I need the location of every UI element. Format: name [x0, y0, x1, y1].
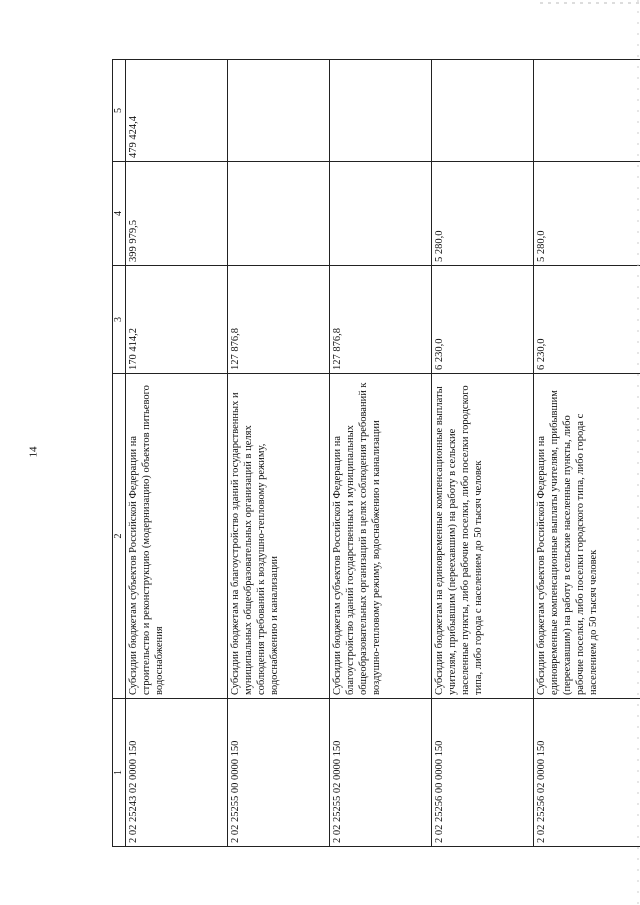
scan-edge-dashes-top: [540, 0, 640, 12]
table-row: [432, 60, 534, 847]
table-body: [126, 60, 640, 847]
page-number: 14: [27, 446, 40, 458]
table-row: [330, 60, 432, 847]
amount-cell-col5: 479 424,4: [126, 60, 228, 162]
column-header-3: 3: [113, 266, 126, 374]
column-header-2: 2: [113, 374, 126, 699]
column-header-4: 4: [113, 162, 126, 266]
description-cell: Субсидии бюджетам субъектов Российской Федерации на единовременные компенсационные выплаты учителям, прибывшим (переехавшим) на работу в сельские населенные пункты, либо рабочие поселки, либо поселки городского типа, либо города с населением до 50 тысяч человек: [534, 374, 640, 699]
scan-edge-dashes-right: [636, 0, 640, 905]
description-cell: Субсидии бюджетам на единовременные компенсационные выплаты учителям, прибывшим (переехавшим) на работу в сельские населенные пункты, либо рабочие поселки, либо поселки городского типа, либо города с населением до 50 тысяч человек: [432, 374, 534, 699]
table-header: [113, 60, 126, 847]
table-row: [126, 60, 228, 847]
description-cell: Субсидии бюджетам на благоустройство зданий государственных и муниципальных общеобразовательных организаций в целях соблюдения требований к воздушно-тепловому режиму, водоснабжению и канализации: [228, 374, 330, 699]
column-header-1: 1: [113, 699, 126, 847]
amount-cell-col3: 6 230,0: [534, 266, 640, 374]
amount-cell-col3: 6 230,0: [432, 266, 534, 374]
amount-cell-col4: 399 979,5: [126, 162, 228, 266]
budget-code-cell: 2 02 25256 02 0000 150: [534, 699, 640, 847]
table-row: [228, 60, 330, 847]
description-cell: Субсидии бюджетам субъектов Российской Федерации на благоустройство зданий государственных и муниципальных общеобразовательных организаций в целях соблюдения требований к воздушно-тепловому режиму, водоснабжению и канализации: [330, 374, 432, 699]
amount-cell-col4: [228, 162, 330, 266]
amount-cell-col3: 127 876,8: [330, 266, 432, 374]
amount-cell-col5: [432, 60, 534, 162]
table-row: [534, 60, 640, 847]
budget-code-cell: 2 02 25243 02 0000 150: [126, 699, 228, 847]
header-row: [113, 60, 126, 847]
amount-cell-col3: 127 876,8: [228, 266, 330, 374]
rotated-table-container: [112, 60, 607, 847]
amount-cell-col5: [330, 60, 432, 162]
budget-code-cell: 2 02 25256 00 0000 150: [432, 699, 534, 847]
description-cell: Субсидии бюджетам субъектов Российской Федерации на строительство и реконструкцию (модернизацию) объектов питьевого водоснабжения: [126, 374, 228, 699]
amount-cell-col5: [534, 60, 640, 162]
amount-cell-col4: 5 280,0: [534, 162, 640, 266]
amount-cell-col4: [330, 162, 432, 266]
column-header-5: 5: [113, 60, 126, 162]
amount-cell-col4: 5 280,0: [432, 162, 534, 266]
budget-code-cell: 2 02 25255 00 0000 150: [228, 699, 330, 847]
budget-table: [112, 59, 640, 847]
rotated-table-area: [112, 60, 607, 847]
amount-cell-col5: [228, 60, 330, 162]
budget-code-cell: 2 02 25255 02 0000 150: [330, 699, 432, 847]
amount-cell-col3: 170 414,2: [126, 266, 228, 374]
